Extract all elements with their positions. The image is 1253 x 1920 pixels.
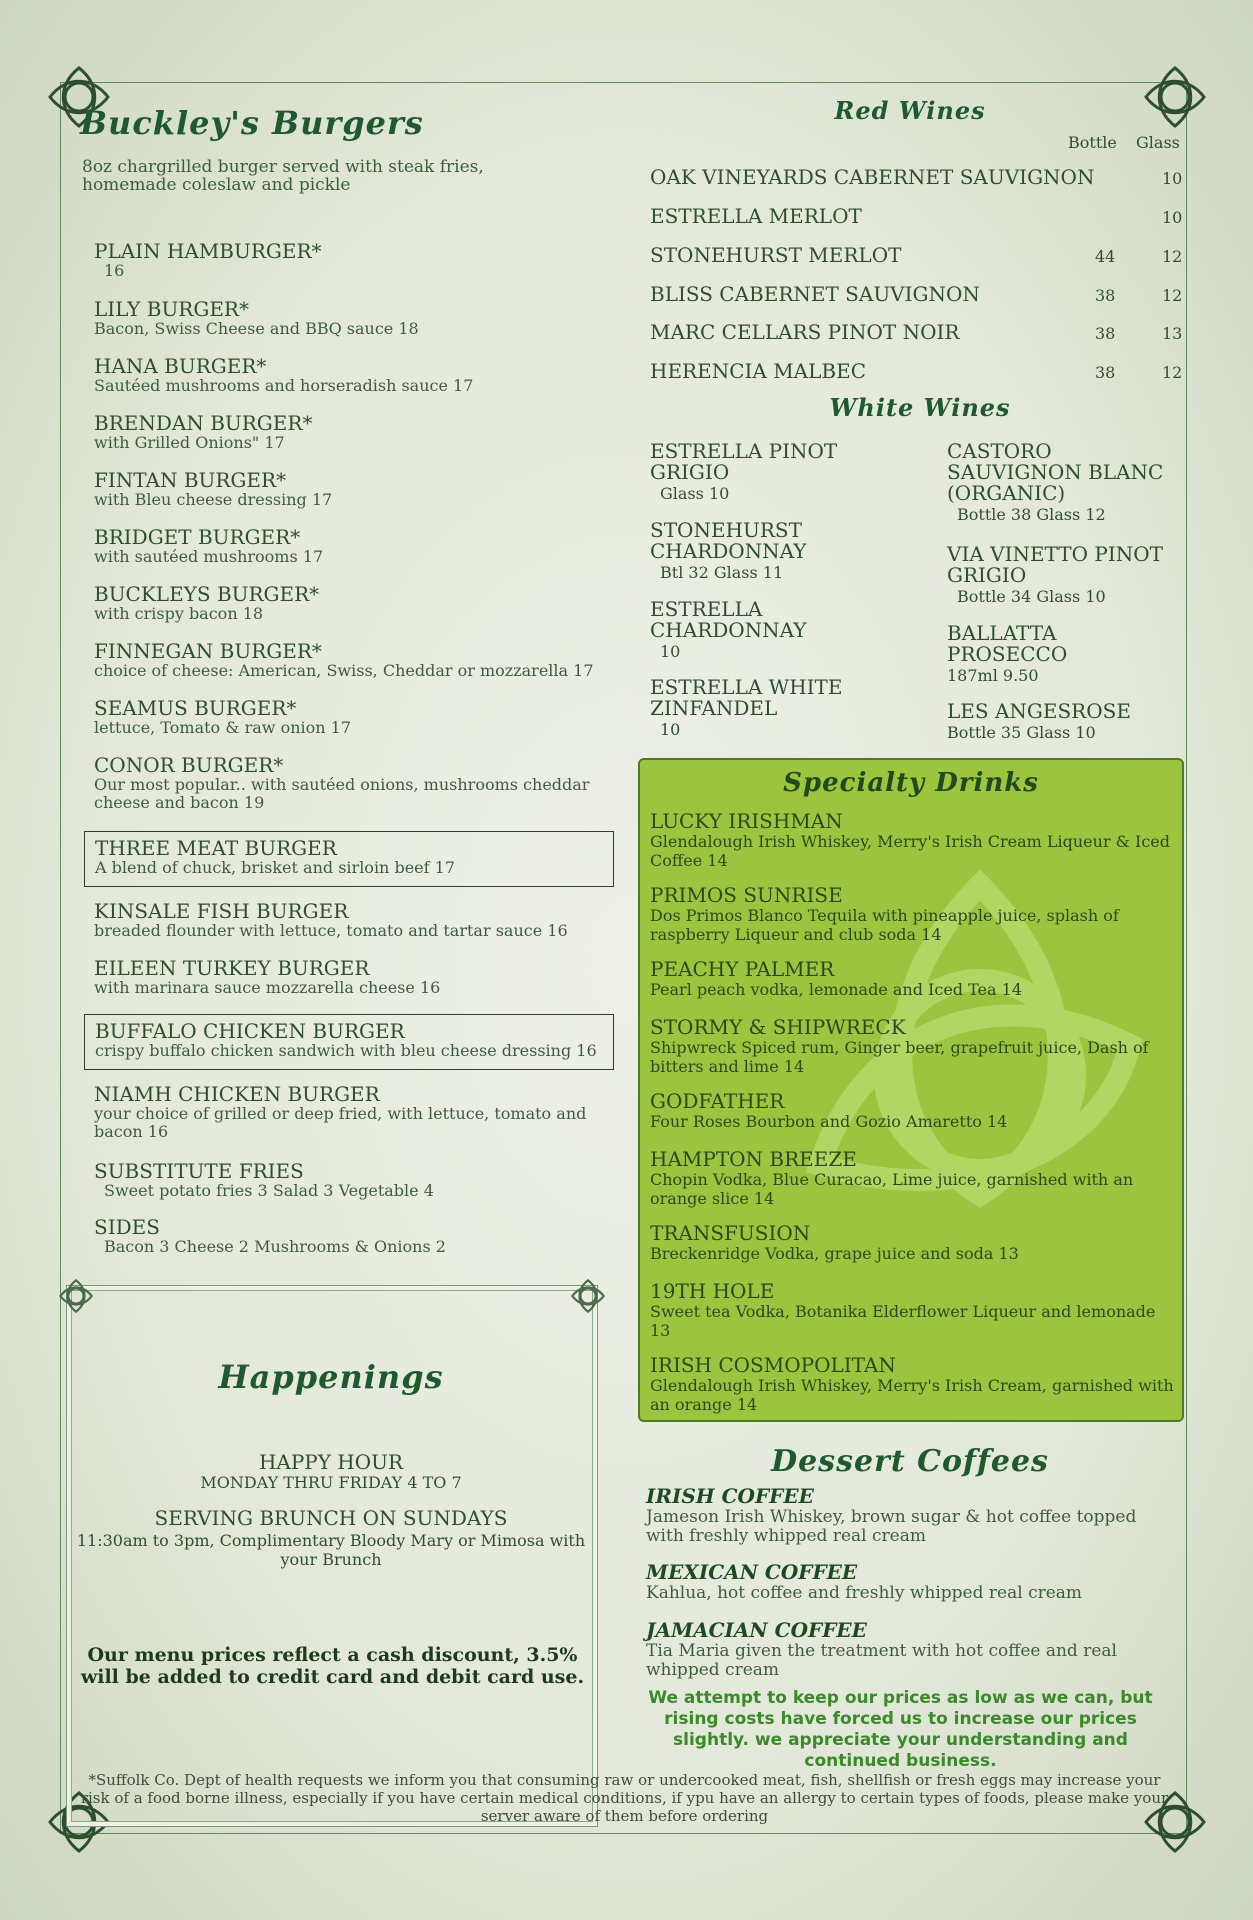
burger-name: BUCKLEYS BURGER*: [94, 582, 320, 606]
drink-desc: Glendalough Irish Whiskey, Merry's Irish Cream Liqueur & Iced Coffee 14: [650, 832, 1170, 870]
coffee-item: [646, 1618, 1166, 1680]
white-wine-item: [650, 677, 850, 740]
white-wines-title: White Wines: [829, 393, 1011, 422]
dessert-coffees-title: Dessert Coffees: [771, 1444, 1049, 1479]
burger-item: [94, 412, 614, 452]
red-wine-row: [650, 320, 1185, 344]
glass-price: 10: [1162, 208, 1183, 227]
glass-column-header: Glass: [1136, 133, 1180, 152]
drink-desc: Chopin Vodka, Blue Curacao, Lime juice, garnished with an orange slice 14: [650, 1170, 1134, 1208]
brunch-label: SERVING BRUNCH ON SUNDAYS: [154, 1506, 508, 1530]
white-wine-item: [650, 441, 850, 504]
burger-item: [94, 298, 614, 338]
burger-item: [94, 355, 614, 395]
drink-item: [650, 884, 1175, 944]
white-wine-item: [650, 520, 850, 583]
coffee-desc: Jameson Irish Whiskey, brown sugar & hot coffee topped with freshly whipped real cream: [646, 1507, 1137, 1546]
drink-name: GODFATHER: [650, 1089, 785, 1113]
cash-discount-notice: Our menu prices reflect a cash discount, 3.5% will be added to credit card and debit card use.: [80, 1644, 585, 1688]
burger-desc: crispy buffalo chicken sandwich with bleu cheese dressing 16: [95, 1041, 597, 1060]
burger-desc: Bacon 3 Cheese 2 Mushrooms & Onions 2: [104, 1237, 446, 1256]
burger-name: SEAMUS BURGER*: [94, 696, 297, 720]
burger-name: NIAMH CHICKEN BURGER: [94, 1082, 380, 1106]
coffee-name: IRISH COFFEE: [646, 1484, 814, 1508]
burger-item: [94, 469, 614, 509]
burger-item: [94, 957, 614, 997]
drink-item: [650, 1280, 1175, 1340]
burgers-title: Buckley's Burgers: [80, 104, 424, 142]
price-increase-notice: We attempt to keep our prices as low as we can, but rising costs have forced us to increase our prices slightly. we appreciate your understanding and continued business.: [648, 1688, 1153, 1771]
wine-name: ESTRELLA PINOT GRIGIO: [650, 439, 838, 484]
burger-name: FINTAN BURGER*: [94, 468, 287, 492]
red-wine-row: [650, 204, 1185, 228]
burger-item: [94, 240, 614, 280]
health-disclaimer: *Suffolk Co. Dept of health requests we inform you that consuming raw or undercooked meat, fish, shellfish or fresh eggs may increase your risk of a food borne illness, especially if you have certain medical conditions, if ypu have an allergy to certain types of foods, please make your server aware of them before ordering: [80, 1771, 1169, 1825]
wine-name: BALLATTA PROSECCO: [947, 621, 1068, 666]
burger-desc: with crispy bacon 18: [94, 604, 264, 623]
glass-price: 10: [1162, 169, 1183, 188]
burger-name: SIDES: [94, 1215, 160, 1239]
wine-price: Glass 10: [660, 484, 730, 503]
drink-desc: Shipwreck Spiced rum, Ginger beer, grapefruit juice, Dash of bitters and lime 14: [650, 1038, 1149, 1076]
drink-item: [650, 1148, 1175, 1208]
burger-item: [94, 1160, 614, 1200]
red-wine-row: [650, 165, 1185, 189]
wine-price: Bottle 38 Glass 12: [957, 505, 1106, 524]
wine-name: LES ANGESROSE: [947, 699, 1131, 723]
happy-hour-time: MONDAY THRU FRIDAY 4 TO 7: [200, 1473, 462, 1492]
drink-name: LUCKY IRISHMAN: [650, 809, 843, 833]
glass-price: 12: [1162, 363, 1183, 382]
drink-item: [650, 958, 1175, 999]
coffee-item: [646, 1484, 1166, 1546]
glass-price: 12: [1162, 286, 1183, 305]
drink-desc: Glendalough Irish Whiskey, Merry's Irish Cream, garnished with an orange 14: [650, 1376, 1174, 1414]
white-wine-item: [947, 441, 1177, 525]
burger-name: LILY BURGER*: [94, 297, 249, 321]
burger-name: BRIDGET BURGER*: [94, 525, 301, 549]
burger-desc: Our most popular.. with sautéed onions, mushrooms cheddar cheese and bacon 19: [94, 775, 590, 812]
white-wine-item: [947, 623, 1177, 686]
burger-item: [94, 640, 614, 680]
red-wine-row: [650, 359, 1185, 383]
glass-price: 13: [1162, 324, 1183, 343]
burger-desc: A blend of chuck, brisket and sirloin beef 17: [95, 858, 455, 877]
burger-desc: breaded flounder with lettuce, tomato and tartar sauce 16: [94, 921, 568, 940]
burger-desc: with Bleu cheese dressing 17: [94, 490, 333, 509]
burger-name: KINSALE FISH BURGER: [94, 899, 349, 923]
burgers-subtitle: 8oz chargrilled burger served with steak fries, homemade coleslaw and pickle: [82, 157, 484, 195]
burger-desc: your choice of grilled or deep fried, with lettuce, tomato and bacon 16: [94, 1104, 587, 1141]
drink-item: [650, 1016, 1175, 1076]
burger-item: [94, 754, 614, 812]
burger-name: CONOR BURGER*: [94, 753, 284, 777]
wine-price: Btl 32 Glass 11: [660, 563, 784, 582]
specialty-title: Specialty Drinks: [783, 768, 1039, 798]
burger-item: [94, 900, 614, 940]
burger-name: PLAIN HAMBURGER*: [94, 239, 322, 263]
coffee-name: JAMACIAN COFFEE: [646, 1618, 867, 1642]
burger-desc: lettuce, Tomato & raw onion 17: [94, 718, 352, 737]
burger-name: BUFFALO CHICKEN BURGER: [95, 1019, 405, 1043]
wine-name: STONEHURST CHARDONNAY: [650, 518, 807, 563]
coffee-name: MEXICAN COFFEE: [646, 1560, 858, 1584]
bottle-price: 38: [1095, 286, 1116, 305]
wine-name: BLISS CABERNET SAUVIGNON: [650, 282, 980, 306]
white-wine-item: [650, 599, 850, 662]
drink-name: TRANSFUSION: [650, 1221, 811, 1245]
bottle-column-header: Bottle: [1068, 133, 1117, 152]
bottle-price: 38: [1095, 363, 1116, 382]
happenings-title: Happenings: [218, 1358, 444, 1396]
burger-desc: with sautéed mushrooms 17: [94, 547, 324, 566]
bottle-price: 44: [1095, 247, 1116, 266]
wine-price: 10: [660, 642, 681, 661]
burger-desc: with Grilled Onions" 17: [94, 433, 285, 452]
burger-item: [94, 583, 614, 623]
wine-name: CASTORO SAUVIGNON BLANC (ORGANIC): [947, 439, 1164, 505]
drink-name: PRIMOS SUNRISE: [650, 883, 843, 907]
burger-name: THREE MEAT BURGER: [95, 836, 337, 860]
wine-price: Bottle 35 Glass 10: [947, 723, 1096, 742]
drink-item: [650, 1222, 1175, 1263]
wine-name: MARC CELLARS PINOT NOIR: [650, 320, 960, 344]
burger-desc: choice of cheese: American, Swiss, Cheddar or mozzarella 17: [94, 661, 594, 680]
specialty-drinks-panel: [638, 758, 1184, 1422]
celtic-knot-icon: [56, 1276, 96, 1316]
burger-desc: with marinara sauce mozzarella cheese 16: [94, 978, 441, 997]
drink-item: [650, 1090, 1175, 1131]
coffee-item: [646, 1560, 1166, 1603]
wine-name: ESTRELLA CHARDONNAY: [650, 597, 807, 642]
celtic-knot-icon: [1138, 60, 1212, 134]
burger-desc: 16: [104, 261, 125, 280]
white-wine-item: [947, 701, 1177, 743]
wine-name: HERENCIA MALBEC: [650, 359, 867, 383]
wine-name: STONEHURST MERLOT: [650, 243, 902, 267]
drink-name: STORMY & SHIPWRECK: [650, 1015, 906, 1039]
burger-name: FINNEGAN BURGER*: [94, 639, 322, 663]
drink-item: [650, 810, 1175, 870]
burger-desc: Bacon, Swiss Cheese and BBQ sauce 18: [94, 319, 419, 338]
wine-name: ESTRELLA WHITE ZINFANDEL: [650, 675, 843, 720]
drink-desc: Pearl peach vodka, lemonade and Iced Tea 14: [650, 980, 1022, 999]
burger-name: EILEEN TURKEY BURGER: [94, 956, 370, 980]
red-wines-title: Red Wines: [834, 96, 986, 125]
brunch-desc: 11:30am to 3pm, Complimentary Bloody Mary or Mimosa with your Brunch: [76, 1531, 586, 1569]
drink-name: IRISH COSMOPOLITAN: [650, 1353, 896, 1377]
coffee-desc: Kahlua, hot coffee and freshly whipped real cream: [646, 1583, 1083, 1603]
burger-desc: Sautéed mushrooms and horseradish sauce 17: [94, 376, 474, 395]
drink-name: PEACHY PALMER: [650, 957, 835, 981]
drink-desc: Four Roses Bourbon and Gozio Amaretto 14: [650, 1112, 1008, 1131]
happy-hour-label: HAPPY HOUR: [258, 1450, 404, 1474]
burger-item: [94, 697, 614, 737]
wine-price: Bottle 34 Glass 10: [957, 587, 1106, 606]
burger-item: [94, 1083, 614, 1141]
drink-desc: Breckenridge Vodka, grape juice and soda 13: [650, 1244, 1019, 1263]
wine-name: VIA VINETTO PINOT GRIGIO: [947, 542, 1163, 587]
drink-name: 19TH HOLE: [650, 1279, 775, 1303]
burger-desc: Sweet potato fries 3 Salad 3 Vegetable 4: [104, 1181, 434, 1200]
drink-name: HAMPTON BREEZE: [650, 1147, 857, 1171]
burger-item: [94, 526, 614, 566]
celtic-knot-icon: [568, 1276, 608, 1316]
red-wine-row: [650, 243, 1185, 267]
burger-name: HANA BURGER*: [94, 354, 267, 378]
wine-name: OAK VINEYARDS CABERNET SAUVIGNON: [650, 165, 1095, 189]
burger-item: [84, 831, 614, 887]
wine-price: 10: [660, 720, 681, 739]
wine-price: 187ml 9.50: [947, 666, 1039, 685]
burger-name: BRENDAN BURGER*: [94, 411, 313, 435]
glass-price: 12: [1162, 247, 1183, 266]
drink-desc: Sweet tea Vodka, Botanika Elderflower Liqueur and lemonade 13: [650, 1302, 1156, 1340]
burger-name: SUBSTITUTE FRIES: [94, 1159, 304, 1183]
bottle-price: 38: [1095, 324, 1116, 343]
coffee-desc: Tia Maria given the treatment with hot coffee and real whipped cream: [646, 1641, 1117, 1680]
white-wine-item: [947, 544, 1177, 607]
wine-name: ESTRELLA MERLOT: [650, 204, 862, 228]
drink-item: [650, 1354, 1175, 1414]
red-wine-row: [650, 282, 1185, 306]
burger-item: [84, 1014, 614, 1070]
burger-item: [94, 1216, 614, 1256]
drink-desc: Dos Primos Blanco Tequila with pineapple juice, splash of raspberry Liqueur and club soda 14: [650, 906, 1119, 944]
